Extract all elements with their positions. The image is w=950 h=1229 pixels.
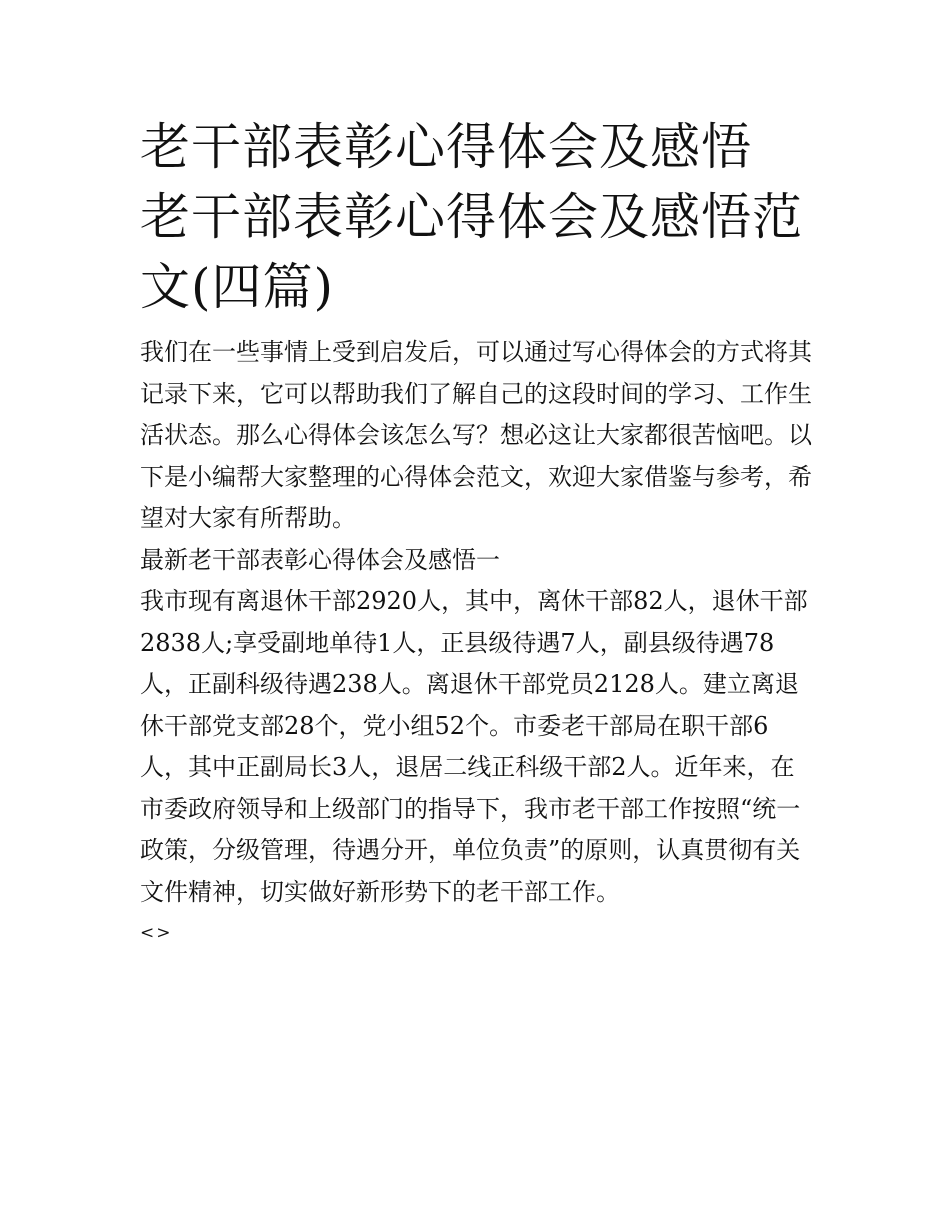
pagination-marker[interactable]: <>: [140, 923, 173, 943]
intro-paragraph: 我们在一些事情上受到启发后，可以通过写心得体会的方式将其记录下来，它可以帮助我们了解自己的这段时间的学习、工作生活状态。那么心得体会该怎么写？想必这让大家都很苦恼吧。以下是小编帮大家整理的心得体会范文，欢迎大家借鉴与参考，希望对大家有所帮助。: [140, 338, 812, 532]
document-body: [140, 332, 812, 955]
document-page: [140, 112, 812, 955]
section-paragraph: 我市现有离退休干部2920人，其中，离休干部82人，退休干部2838人;享受副地单待1人，正县级待遇7人，副县级待遇78人，正副科级待遇238人。离退休干部党员2128人。建立离退休干部党支部28个，党小组52个。市委老干部局在职干部6人，其中正副局长3人，退居二线正科级干部2人。近年来，在市委政府领导和上级部门的指导下，我市老干部工作按照“统一政策，分级管理，待遇分开，单位负责”的原则，认真贯彻有关文件精神，切实做好新形势下的老干部工作。: [140, 587, 808, 906]
document-title: 老干部表彰心得体会及感悟 老干部表彰心得体会及感悟范文(四篇): [140, 118, 803, 316]
section-heading: 最新老干部表彰心得体会及感悟一: [140, 545, 500, 574]
